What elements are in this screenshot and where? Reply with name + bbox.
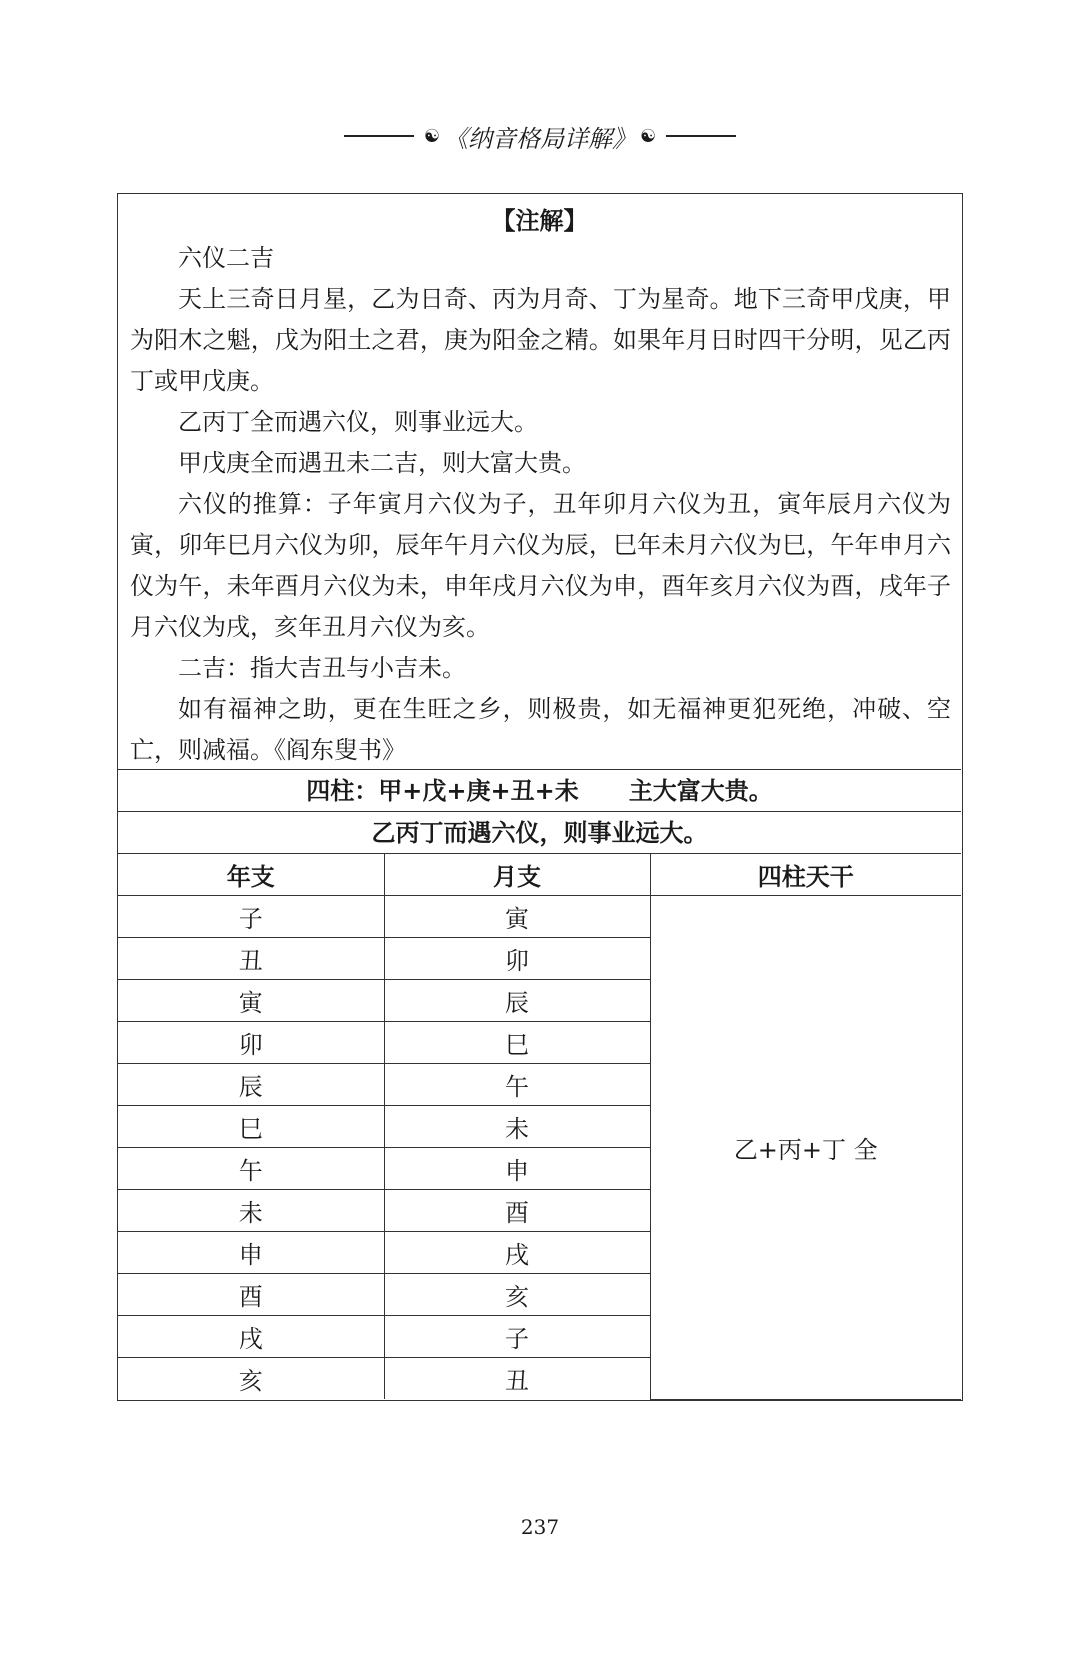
four-pillars-band: [118, 769, 961, 812]
column-header-year-branch: 年支: [118, 854, 384, 896]
month-branch-cell: 酉: [384, 1190, 650, 1232]
year-branch-cell: 酉: [118, 1274, 384, 1316]
year-branch-cell: 寅: [118, 980, 384, 1022]
year-branch-cell: 戌: [118, 1316, 384, 1358]
yin-yang-icon: ☯: [423, 125, 440, 147]
month-branch-cell: 午: [384, 1064, 650, 1106]
page-number: 237: [520, 1515, 560, 1539]
year-branch-cell: 未: [118, 1190, 384, 1232]
header-rule-right: [666, 135, 736, 137]
month-branch-cell: 戌: [384, 1232, 650, 1274]
notes-section: [118, 194, 961, 769]
header-rule-left: [344, 135, 414, 137]
yin-yang-icon: ☯: [640, 125, 657, 147]
month-branch-cell: 亥: [384, 1274, 650, 1316]
four-pillars-result: 主大富大贵。: [628, 777, 773, 805]
month-branch-cell: 丑: [384, 1358, 650, 1400]
year-branch-cell: 巳: [118, 1106, 384, 1148]
column-header-heavenly-stems: 四柱天干: [650, 854, 961, 896]
six-yi-table: [118, 853, 961, 1400]
notes-title: 【注解】: [491, 207, 588, 235]
notes-paragraph: 六仪二吉: [178, 244, 274, 272]
notes-body: [118, 238, 961, 771]
four-pillars-formula: 四柱：甲+戊+庚+丑+未: [306, 777, 579, 805]
rule-band: 乙丙丁而遇六仪，则事业远大。: [118, 811, 961, 854]
book-title: 《纳音格局详解》: [444, 124, 636, 153]
year-branch-cell: 申: [118, 1232, 384, 1274]
column-header-month-branch: 月支: [384, 854, 650, 896]
year-branch-cell: 子: [118, 896, 384, 938]
month-branch-cell: 辰: [384, 980, 650, 1022]
notes-paragraph: 如有福神之助，更在生旺之乡，则极贵，如无福神更犯死绝，冲破、空亡，则减福。《阎东叟书》: [130, 695, 951, 764]
year-branch-cell: 亥: [118, 1358, 384, 1400]
month-branch-cell: 卯: [384, 938, 650, 980]
month-branch-cell: 子: [384, 1316, 650, 1358]
year-branch-cell: 辰: [118, 1064, 384, 1106]
year-branch-cell: 午: [118, 1148, 384, 1190]
heavenly-stems-merged-cell: 乙+丙+丁 全: [650, 896, 961, 1400]
table-row: [118, 896, 961, 938]
year-branch-cell: 卯: [118, 1022, 384, 1064]
year-branch-cell: 丑: [118, 938, 384, 980]
month-branch-cell: 寅: [384, 896, 650, 938]
running-header: [0, 118, 1080, 154]
content-box: [117, 193, 963, 1401]
month-branch-cell: 未: [384, 1106, 650, 1148]
table-header-row: [118, 854, 961, 896]
notes-paragraph: 甲戊庚全而遇丑未二吉，则大富大贵。: [178, 449, 586, 477]
notes-paragraph: 二吉：指大吉丑与小吉未。: [178, 654, 466, 682]
notes-paragraph: 六仪的推算：子年寅月六仪为子，丑年卯月六仪为丑，寅年辰月六仪为寅，卯年巳月六仪为卯，辰年午月六仪为辰，巳年未月六仪为巳，午年申月六仪为午，未年酉月六仪为未，申年戌月六仪为申，酉年亥月六仪为酉，戌年子月六仪为戌，亥年丑月六仪为亥。: [130, 490, 951, 641]
notes-paragraph: 乙丙丁全而遇六仪，则事业远大。: [178, 408, 538, 436]
month-branch-cell: 申: [384, 1148, 650, 1190]
month-branch-cell: 巳: [384, 1022, 650, 1064]
notes-paragraph: 天上三奇日月星，乙为日奇、丙为月奇、丁为星奇。地下三奇甲戊庚，甲为阳木之魁，戊为阳土之君，庚为阳金之精。如果年月日时四干分明，见乙丙丁或甲戊庚。: [130, 285, 951, 395]
